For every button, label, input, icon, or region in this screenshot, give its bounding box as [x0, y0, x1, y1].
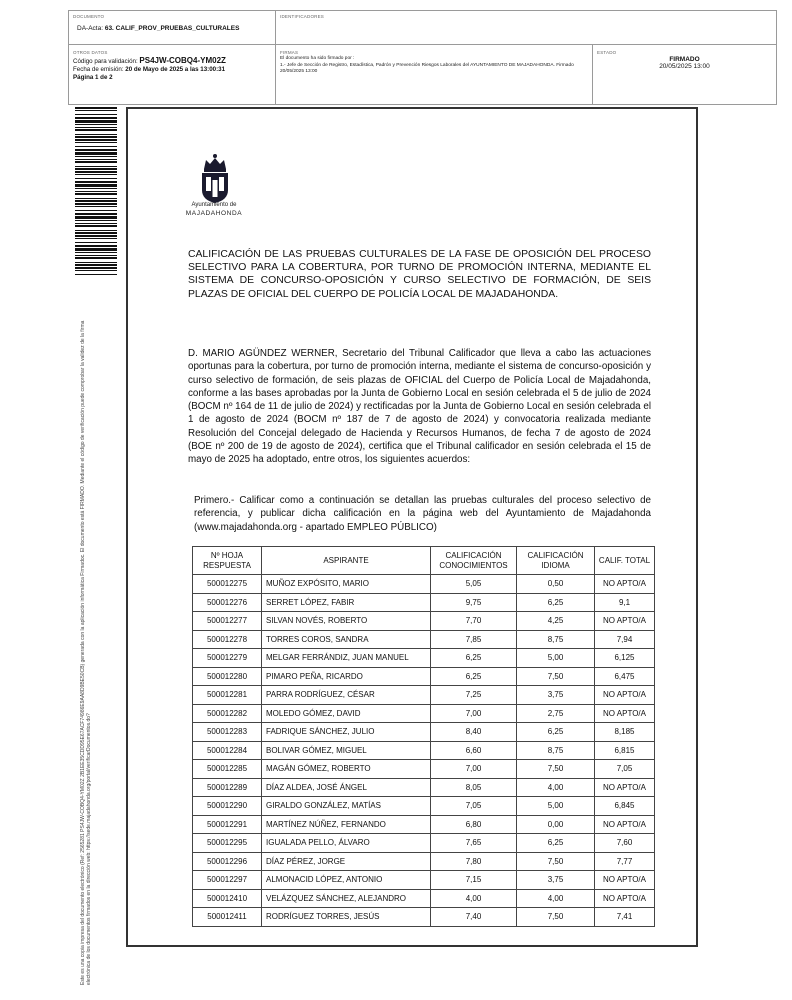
cell-total: NO APTO/A — [595, 815, 655, 834]
table-row — [193, 575, 655, 594]
cell-idioma: 4,00 — [517, 889, 595, 908]
cell-conocimientos: 7,85 — [431, 630, 517, 649]
barcode-bar — [75, 252, 117, 253]
barcode-bar — [75, 142, 117, 143]
barcode-bar — [75, 139, 117, 141]
barcode-bar — [75, 267, 117, 269]
barcode-bar — [75, 149, 117, 151]
barcode-bar — [75, 166, 117, 167]
cell-idioma: 5,00 — [517, 797, 595, 816]
estado-cell — [593, 45, 776, 104]
barcode-bar — [75, 230, 117, 231]
cell-hoja: 500012296 — [193, 852, 262, 871]
cell-hoja: 500012278 — [193, 630, 262, 649]
barcode-bar — [75, 110, 117, 111]
barcode-bar — [75, 223, 117, 224]
cell-hoja: 500012275 — [193, 575, 262, 594]
barcode-bar — [75, 174, 117, 175]
cell-aspirante: MAGÁN GÓMEZ, ROBERTO — [262, 760, 431, 779]
cell-conocimientos: 6,80 — [431, 815, 517, 834]
cell-hoja: 500012285 — [193, 760, 262, 779]
cell-total: NO APTO/A — [595, 575, 655, 594]
estado-value: FIRMADO — [669, 56, 700, 63]
col-idioma: CALIFICACIÓN IDIOMA — [517, 547, 595, 575]
cell-hoja: 500012283 — [193, 723, 262, 742]
documento-cell — [69, 11, 276, 45]
cell-idioma: 5,00 — [517, 649, 595, 668]
cell-hoja: 500012279 — [193, 649, 262, 668]
firmas-cell — [276, 45, 593, 104]
barcode-bar — [75, 181, 117, 183]
barcode-bar — [75, 262, 117, 263]
barcode-bar — [75, 152, 117, 155]
barcode-bar — [75, 270, 117, 271]
barcode-bar — [75, 220, 117, 221]
barcode-bar — [75, 184, 117, 187]
cell-conocimientos: 9,75 — [431, 593, 517, 612]
cell-aspirante: RODRÍGUEZ TORRES, JESÚS — [262, 908, 431, 927]
barcode-bar — [75, 136, 117, 138]
cell-hoja: 500012411 — [193, 908, 262, 927]
cell-conocimientos: 6,25 — [431, 649, 517, 668]
barcode-bar — [75, 216, 117, 219]
barcode-bar — [75, 255, 117, 256]
cell-idioma: 6,25 — [517, 834, 595, 853]
cell-idioma: 2,75 — [517, 704, 595, 723]
cell-conocimientos: 6,25 — [431, 667, 517, 686]
barcode-bar — [75, 274, 117, 275]
cell-idioma: 7,50 — [517, 852, 595, 871]
barcode-bar — [75, 114, 117, 115]
cell-total: 6,475 — [595, 667, 655, 686]
col-total: CALIF. TOTAL — [595, 547, 655, 575]
table-row — [193, 815, 655, 834]
barcode-bar — [75, 193, 117, 195]
cell-aspirante: SILVAN NOVÉS, ROBERTO — [262, 612, 431, 631]
barcode — [75, 107, 117, 277]
cell-hoja: 500012295 — [193, 834, 262, 853]
cell-idioma: 8,75 — [517, 741, 595, 760]
barcode-bar — [75, 120, 117, 123]
barcode-bar — [75, 242, 117, 243]
cell-total: 9,1 — [595, 593, 655, 612]
codigo-label: Código para validación: — [73, 58, 138, 65]
otros-label: OTROS DATOS — [73, 50, 108, 55]
table-row — [193, 889, 655, 908]
table-row — [193, 871, 655, 890]
otros-datos-cell — [69, 45, 276, 104]
cell-aspirante: PARRA RODRÍGUEZ, CÉSAR — [262, 686, 431, 705]
cell-total: NO APTO/A — [595, 686, 655, 705]
agreement-paragraph: Primero.- Calificar como a continuación se detallan las pruebas culturales del proceso selectivo de referencia, y publicar dicha calificación en la página web del Ayuntamiento de Majadahonda (www.majadahonda.org - apartado EMPLEO PÚBLICO) — [194, 495, 651, 533]
fecha-value: 20 de Mayo de 2025 a las 13:00:31 — [125, 66, 226, 73]
cell-idioma: 7,50 — [517, 760, 595, 779]
barcode-bar — [75, 203, 117, 205]
barcode-bar — [75, 235, 117, 237]
table-row — [193, 908, 655, 927]
firmas-intro: El documento ha sido firmado por : — [280, 56, 355, 61]
barcode-bar — [75, 134, 117, 135]
cell-aspirante: TORRES COROS, SANDRA — [262, 630, 431, 649]
cell-hoja: 500012281 — [193, 686, 262, 705]
cell-conocimientos: 5,05 — [431, 575, 517, 594]
cell-aspirante: DÍAZ ALDEA, JOSÉ ÁNGEL — [262, 778, 431, 797]
results-table — [192, 546, 655, 927]
cell-conocimientos: 6,60 — [431, 741, 517, 760]
barcode-bar — [75, 238, 117, 239]
cell-aspirante: MUÑOZ EXPÓSITO, MARIO — [262, 575, 431, 594]
identificadores-cell — [276, 11, 776, 45]
cell-conocimientos: 7,00 — [431, 760, 517, 779]
validation-code[interactable]: PS4JW-COBQ4-YM02Z — [139, 56, 226, 65]
barcode-bar — [75, 107, 117, 109]
cell-total: 7,41 — [595, 908, 655, 927]
cell-aspirante: PIMARO PEÑA, RICARDO — [262, 667, 431, 686]
cell-conocimientos: 8,40 — [431, 723, 517, 742]
cell-conocimientos: 7,25 — [431, 686, 517, 705]
barcode-bar — [75, 129, 117, 131]
certification-paragraph: D. MARIO AGÜNDEZ WERNER, Secretario del Tribunal Calificador que lleva a cabo las actuaciones oportunas para la cobertura, por turno de promoción interna, mediante el sistema de concurso-oposición y curso selectivo de formación, de seis plazas de OFICIAL del Cuerpo de Policía Local de Majadahonda, conforme a las bases aprobadas por la Junta de Gobierno Local en sesión celebrada el 5 de julio de 2024 (BOCM nº 164 de 11 de julio de 2024) y rectificadas por la Junta de Gobierno Local en sesión celebrada el 1 de agosto de 2024 (BOCM nº 187 de 7 de agosto de 2024) y convocatoria realizada mediante Resolución del Concejal delegado de Hacienda y Recursos Humanos, de fecha 7 de agosto de 2024 (BOE nº 200 de 19 de agosto de 2024), certifica que el Tribunal calificador en sesión celebrada el 15 de mayo de 2025 ha adoptado, entre otros, los siguientes acuerdos: — [188, 348, 651, 465]
table-row — [193, 723, 655, 742]
cell-aspirante: GIRALDO GONZÁLEZ, MATÍAS — [262, 797, 431, 816]
table-row — [193, 593, 655, 612]
barcode-bar — [75, 188, 117, 189]
barcode-bar — [75, 178, 117, 179]
table-row — [193, 797, 655, 816]
cell-aspirante: MELGAR FERRÁNDIZ, JUAN MANUEL — [262, 649, 431, 668]
barcode-bar — [75, 248, 117, 251]
cell-total: NO APTO/A — [595, 704, 655, 723]
logo-line1: Ayuntamiento de — [191, 202, 237, 208]
cell-aspirante: VELÁZQUEZ SÁNCHEZ, ALEJANDRO — [262, 889, 431, 908]
table-row — [193, 704, 655, 723]
cell-aspirante: IGUALADA PELLO, ÁLVARO — [262, 834, 431, 853]
estado-label: ESTADO — [597, 50, 617, 55]
cell-idioma: 0,00 — [517, 815, 595, 834]
barcode-bar — [75, 117, 117, 119]
table-row — [193, 741, 655, 760]
barcode-bar — [75, 161, 117, 163]
table-row — [193, 630, 655, 649]
table-row — [193, 778, 655, 797]
cell-idioma: 7,50 — [517, 667, 595, 686]
cell-hoja: 500012291 — [193, 815, 262, 834]
barcode-bar — [75, 200, 117, 202]
fecha-label: Fecha de emisión: — [73, 66, 124, 73]
logo-line2: MAJADAHONDA — [185, 210, 243, 217]
barcode-bar — [75, 198, 117, 199]
barcode-bar — [75, 210, 117, 211]
cell-total: NO APTO/A — [595, 778, 655, 797]
cell-hoja: 500012297 — [193, 871, 262, 890]
table-row — [193, 686, 655, 705]
cell-total: NO APTO/A — [595, 871, 655, 890]
cell-idioma: 7,50 — [517, 908, 595, 927]
side-verification-note: Este es una copia impresa del documento electrónico (Ref: 2565281 PS4JW-COBQ4-YM02Z 2B1EE35CDD95E67ACF74986E9AA8D9BE50CB) generada con la aplicación informática Firmadoc. El documento está FIRMADO. Mediante el código de verificación puede comprobar la validez de la firma electrónica de los documentos firmados en la dirección web: https://sede.majadahonda.org/portal/verificarDocumentos.do? — [80, 320, 92, 985]
cell-hoja: 500012289 — [193, 778, 262, 797]
table-row — [193, 612, 655, 631]
cell-aspirante: ALMONACID LÓPEZ, ANTONIO — [262, 871, 431, 890]
table-row — [193, 760, 655, 779]
col-hoja: Nº HOJA RESPUESTA — [193, 547, 262, 575]
cell-conocimientos: 4,00 — [431, 889, 517, 908]
cell-hoja: 500012410 — [193, 889, 262, 908]
cell-aspirante: MARTÍNEZ NÚÑEZ, FERNANDO — [262, 815, 431, 834]
cell-conocimientos: 7,70 — [431, 612, 517, 631]
document-title: CALIFICACIÓN DE LAS PRUEBAS CULTURALES DE LA FASE DE OPOSICIÓN DEL PROCESO SELECTIVO PARA LA COBERTURA, POR TURNO DE PROMOCIÓN INTERNA, MEDIANTE EL SISTEMA DE CONCURSO-OPOSICIÓN Y CURSO SELECTIVO DE FORMACIÓN, DE SEIS PLAZAS DE OFICIAL DEL CUERPO DE POLICÍA LOCAL DE MAJADAHONDA. — [188, 249, 651, 300]
barcode-bar — [75, 232, 117, 234]
barcode-bar — [75, 159, 117, 160]
cell-conocimientos: 7,40 — [431, 908, 517, 927]
cell-total: 6,845 — [595, 797, 655, 816]
barcode-bar — [75, 245, 117, 247]
cell-total: 6,815 — [595, 741, 655, 760]
documento-prefix: DA-Acta: — [77, 25, 104, 32]
col-aspirante: ASPIRANTE — [262, 547, 431, 575]
firmante: 1.- Jefe de Sección de Registro, Estadística, Padrón y Prevención Riesgos Laborales del AYUNTAMIENTO DE MAJADAHONDA. Firmado 20/05/2025 13:00 — [280, 63, 574, 74]
cell-total: 7,94 — [595, 630, 655, 649]
barcode-bar — [75, 257, 117, 259]
barcode-bar — [75, 171, 117, 173]
cell-idioma: 6,25 — [517, 723, 595, 742]
cell-aspirante: DÍAZ PÉREZ, JORGE — [262, 852, 431, 871]
estado-date: 20/05/2025 13:00 — [659, 63, 710, 70]
cell-conocimientos: 7,80 — [431, 852, 517, 871]
cell-total: 7,77 — [595, 852, 655, 871]
barcode-bar — [75, 213, 117, 215]
barcode-bar — [75, 264, 117, 266]
cell-hoja: 500012282 — [193, 704, 262, 723]
table-row — [193, 649, 655, 668]
cell-total: 7,05 — [595, 760, 655, 779]
table-row — [193, 834, 655, 853]
page-count: Página 1 de 2 — [73, 74, 113, 81]
table-header-row — [193, 547, 655, 575]
cell-conocimientos: 8,05 — [431, 778, 517, 797]
documento-label: DOCUMENTO — [73, 14, 105, 19]
barcode-bar — [75, 124, 117, 125]
barcode-bar — [75, 127, 117, 128]
cell-idioma: 3,75 — [517, 871, 595, 890]
cell-aspirante: FADRIQUE SÁNCHEZ, JULIO — [262, 723, 431, 742]
cell-idioma: 0,50 — [517, 575, 595, 594]
barcode-bar — [75, 225, 117, 227]
cell-hoja: 500012277 — [193, 612, 262, 631]
codigo-line — [73, 57, 271, 66]
document-header — [68, 10, 777, 105]
cell-hoja: 500012290 — [193, 797, 262, 816]
firmas-label: FIRMAS — [280, 50, 299, 55]
cell-total: NO APTO/A — [595, 612, 655, 631]
cell-idioma: 8,75 — [517, 630, 595, 649]
cell-aspirante: SERRET LÓPEZ, FABIR — [262, 593, 431, 612]
barcode-bar — [75, 156, 117, 157]
cell-aspirante: BOLIVAR GÓMEZ, MIGUEL — [262, 741, 431, 760]
barcode-bar — [75, 206, 117, 207]
cell-hoja: 500012280 — [193, 667, 262, 686]
fecha-line — [73, 66, 271, 74]
table-row — [193, 852, 655, 871]
cell-idioma: 4,25 — [517, 612, 595, 631]
cell-conocimientos: 7,00 — [431, 704, 517, 723]
cell-idioma: 3,75 — [517, 686, 595, 705]
cell-aspirante: MOLEDO GÓMEZ, DAVID — [262, 704, 431, 723]
cell-hoja: 500012284 — [193, 741, 262, 760]
barcode-bar — [75, 168, 117, 170]
barcode-bar — [75, 146, 117, 147]
cell-hoja: 500012276 — [193, 593, 262, 612]
cell-conocimientos: 7,05 — [431, 797, 517, 816]
documento-value — [77, 25, 271, 32]
cell-conocimientos: 7,65 — [431, 834, 517, 853]
cell-conocimientos: 7,15 — [431, 871, 517, 890]
identificadores-label: IDENTIFICADORES — [280, 14, 325, 19]
cell-total: 8,185 — [595, 723, 655, 742]
cell-total: 7,60 — [595, 834, 655, 853]
documento-name: 63. CALIF_PROV_PRUEBAS_CULTURALES — [104, 25, 240, 32]
cell-idioma: 4,00 — [517, 778, 595, 797]
col-conocimientos: CALIFICACIÓN CONOCIMIENTOS — [431, 547, 517, 575]
table-row — [193, 667, 655, 686]
cell-idioma: 6,25 — [517, 593, 595, 612]
cell-total: NO APTO/A — [595, 889, 655, 908]
barcode-bar — [75, 191, 117, 192]
cell-total: 6,125 — [595, 649, 655, 668]
